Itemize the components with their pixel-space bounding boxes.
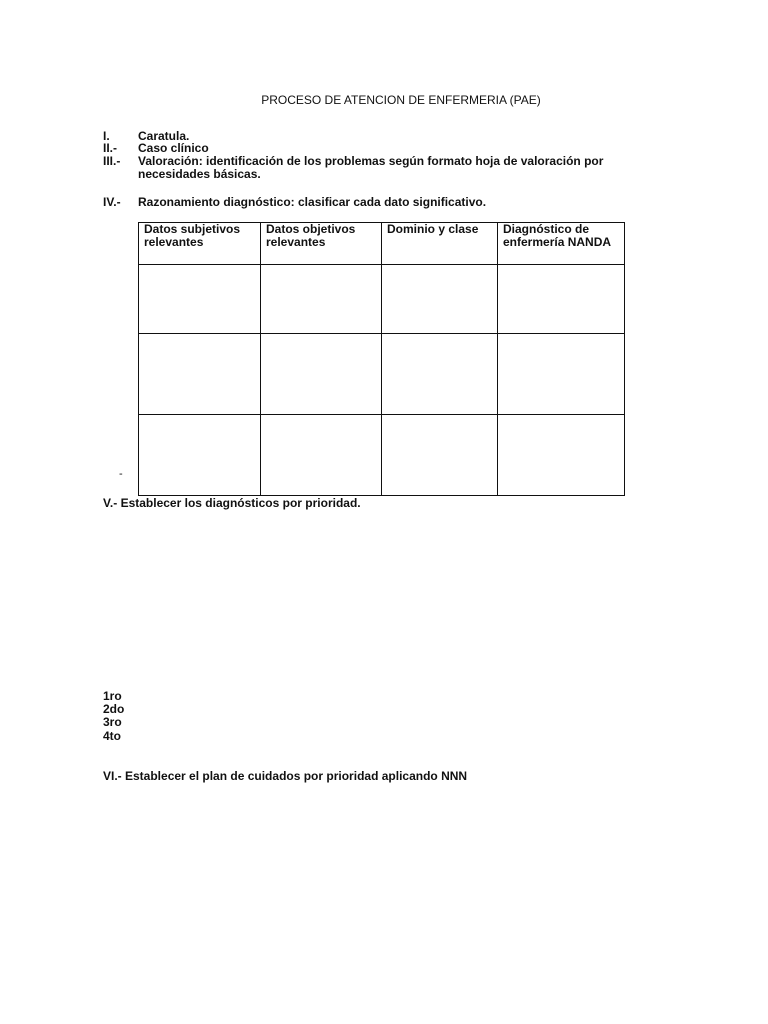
item-number-3: III.-	[103, 154, 121, 168]
header-dominio-clase: Dominio y clase	[382, 223, 498, 265]
item-text-4: Razonamiento diagnóstico: clasificar cada dato significativo.	[138, 195, 487, 209]
table-cell[interactable]	[498, 415, 625, 496]
table-cell[interactable]	[139, 265, 261, 334]
table-cell[interactable]	[382, 415, 498, 496]
table-cell[interactable]	[261, 265, 382, 334]
section-v-heading: V.- Establecer los diagnósticos por prioridad.	[103, 496, 361, 510]
table-row	[139, 265, 625, 334]
header-diagnostico-nanda: Diagnóstico de enfermería NANDA	[498, 223, 625, 265]
table-header-row	[139, 223, 625, 265]
table-cell[interactable]	[139, 415, 261, 496]
priority-item-4: 4to	[103, 729, 121, 743]
section-vi-heading: VI.- Establecer el plan de cuidados por prioridad aplicando NNN	[103, 769, 468, 783]
table-cell[interactable]	[498, 265, 625, 334]
item-text-3: Valoración: identificación de los problemas según formato hoja de valoración por necesidades básicas.	[138, 154, 604, 181]
table-cell[interactable]	[139, 334, 261, 415]
item-number-4: IV.-	[103, 195, 121, 209]
table-cell[interactable]	[261, 415, 382, 496]
header-datos-objetivos: Datos objetivos relevantes	[261, 223, 382, 265]
item-number-2: II.-	[103, 141, 117, 155]
item-number-1: I.	[103, 129, 110, 143]
table-cell[interactable]	[261, 334, 382, 415]
dash-mark: -	[119, 468, 123, 480]
priority-item-2: 2do	[103, 702, 125, 716]
priority-item-3: 3ro	[103, 715, 122, 729]
diagnostic-reasoning-table	[138, 222, 625, 496]
table-cell[interactable]	[382, 265, 498, 334]
item-text-2: Caso clínico	[138, 141, 209, 155]
table-row	[139, 334, 625, 415]
page-title: PROCESO DE ATENCION DE ENFERMERIA (PAE)	[261, 93, 541, 107]
item-text-1: Caratula.	[138, 129, 190, 143]
table-cell[interactable]	[498, 334, 625, 415]
priority-item-1: 1ro	[103, 689, 122, 703]
header-datos-subjetivos: Datos subjetivos relevantes	[139, 223, 261, 265]
table-cell[interactable]	[382, 334, 498, 415]
table-row	[139, 415, 625, 496]
